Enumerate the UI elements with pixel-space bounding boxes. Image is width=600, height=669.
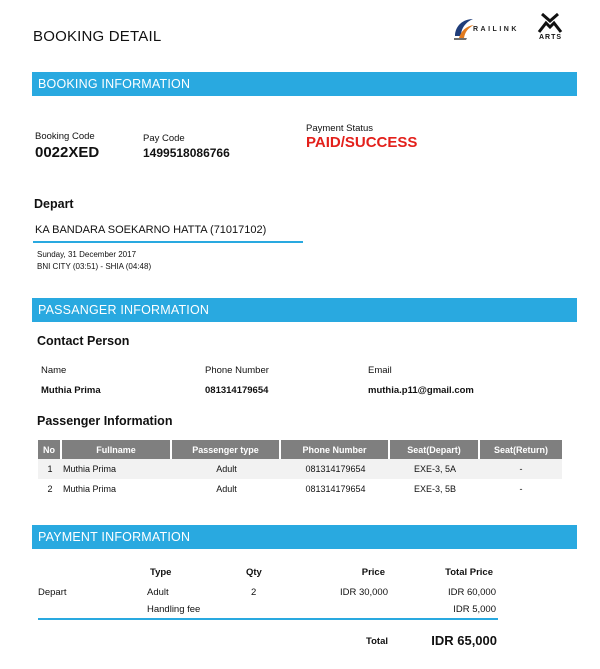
booking-section-header: BOOKING INFORMATION [32,72,577,96]
depart-route: BNI CITY (03:51) - SHIA (04:48) [37,262,152,271]
payment-col-type: Type [150,567,172,578]
table-row [38,479,562,499]
booking-code-label: Booking Code [35,131,95,142]
cell-passenger-type: Adult [172,479,281,499]
col-seat-depart: Seat(Depart) [390,440,480,459]
cell-seat-depart: EXE-3, 5A [390,459,480,479]
passenger-info-heading: Passenger Information [37,414,173,428]
payment-col-qty: Qty [246,567,262,578]
cell-phone: 081314179654 [281,479,390,499]
table-row [38,459,562,479]
payment-row-handling-type: Handling fee [147,604,201,615]
pay-code-label: Pay Code [143,133,185,144]
contact-name-value: Muthia Prima [41,385,101,396]
arts-emblem-icon [536,12,564,34]
depart-date: Sunday, 31 December 2017 [37,250,137,259]
contact-phone-label: Phone Number [205,365,269,376]
cell-no: 2 [38,479,62,499]
payment-row-depart-type: Adult [147,587,169,598]
cell-no: 1 [38,459,62,479]
page-title: BOOKING DETAIL [33,28,162,45]
payment-row-handling-total: IDR 5,000 [453,604,496,615]
payment-total-label: Total [366,636,388,647]
payment-col-total: Total Price [445,567,493,578]
passenger-table-header [38,440,562,459]
depart-heading: Depart [34,197,74,211]
payment-col-price: Price [361,567,385,578]
payment-total-value: IDR 65,000 [431,633,497,648]
depart-divider [33,241,303,243]
col-passenger-type: Passenger type [172,440,281,459]
payment-divider [38,618,498,620]
contact-email-label: Email [368,365,392,376]
cell-phone: 081314179654 [281,459,390,479]
col-seat-return: Seat(Return) [480,440,562,459]
arts-logo [536,12,566,44]
cell-seat-return: - [480,479,562,499]
cell-fullname: Muthia Prima [62,459,172,479]
cell-seat-depart: EXE-3, 5B [390,479,480,499]
pay-code-value: 1499518086766 [143,146,230,160]
booking-code-value: 0022XED [35,144,100,161]
col-fullname: Fullname [62,440,172,459]
passenger-section-header: PASSANGER INFORMATION [32,298,577,322]
col-no: No [38,440,62,459]
payment-row-depart-qty: 2 [251,587,257,598]
contact-person-heading: Contact Person [37,334,130,348]
railink-swoosh-icon [453,16,475,42]
payment-row-depart-total: IDR 60,000 [447,587,496,598]
payment-row-depart-price: IDR 30,000 [339,587,388,598]
passenger-table [38,440,562,499]
col-phone-number: Phone Number [281,440,390,459]
railink-logo-text: RAILINK [473,26,519,33]
payment-section-header: PAYMENT INFORMATION [32,525,577,549]
cell-passenger-type: Adult [172,459,281,479]
payment-status-value: PAID/SUCCESS [306,134,418,151]
payment-row-depart-label: Depart [38,587,67,598]
cell-fullname: Muthia Prima [62,479,172,499]
contact-name-label: Name [41,365,67,376]
cell-seat-return: - [480,459,562,479]
arts-logo-text: ARTS [539,34,563,41]
payment-status-label: Payment Status [306,123,374,134]
contact-phone-value: 081314179654 [205,385,269,396]
contact-email-value: muthia.p11@gmail.com [368,385,474,396]
depart-station: KA BANDARA SOEKARNO HATTA (71017102) [35,224,267,236]
railink-logo [453,14,528,44]
